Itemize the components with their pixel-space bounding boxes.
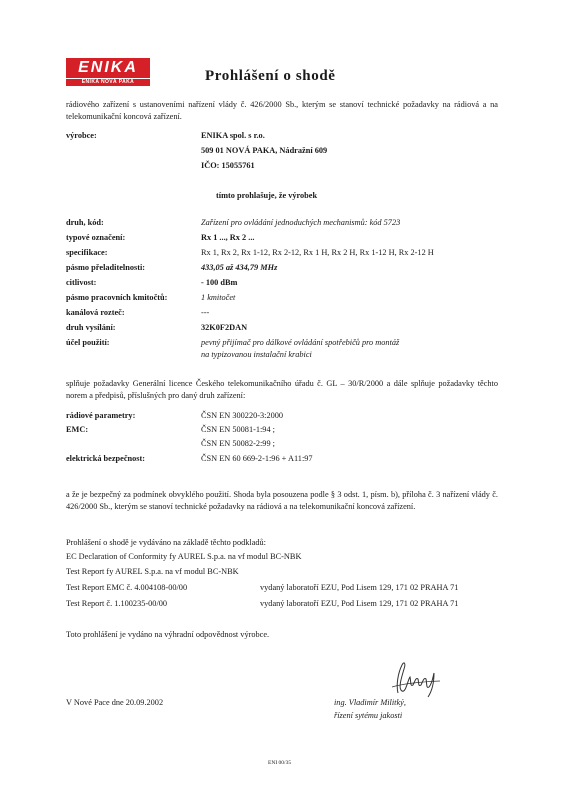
spec-label: citlivost:: [66, 278, 97, 287]
basis-item: Test Report EMC č. 4.004108-00/00: [66, 583, 188, 592]
signer-name: ing. Vladimír Militký,: [334, 698, 406, 707]
manufacturer-label: výrobce:: [66, 131, 97, 140]
basis-item-issuer: vydaný laboratoří EZU, Pod Lisem 129, 171 02 PRAHA 71: [260, 599, 459, 608]
spec-value: 32K0F2DAN: [201, 323, 248, 332]
standard-value: ČSN EN 300220-3:2000: [201, 411, 284, 420]
standard-value: ČSN EN 60 669-2-1:96 + A11:97: [201, 454, 313, 463]
spec-value: Rx 1 ..., Rx 2 ...: [201, 233, 255, 242]
standard-label: rádiové parametry:: [66, 411, 136, 420]
signer-role: řízení sytému jakosti: [334, 711, 403, 720]
licence-paragraph: splňuje požadavky Generální licence Českého telekomunikačního úřadu č. GL – 30/R/2000 a dále splňuje požadavky těchto norem a předpisů, příslušných pro daný druh zařízení:: [66, 379, 498, 400]
basis-item: EC Declaration of Conformity fy AUREL S.p.a. na vf modul BC-NBK: [66, 552, 302, 561]
spec-value: ---: [201, 308, 210, 317]
manufacturer-address: 509 01 NOVÁ PAKA, Nádražní 609: [201, 146, 328, 155]
basis-item-issuer: vydaný laboratoří EZU, Pod Lisem 129, 171 02 PRAHA 71: [260, 583, 459, 592]
manufacturer-name: ENIKA spol. s r.o.: [201, 131, 265, 140]
spec-value: pevný přijímač pro dálkové ovládání spotřebičů pro montáž: [201, 338, 400, 347]
document-title: Prohlášení o shodě: [205, 68, 336, 84]
signature-scribble: [388, 657, 444, 699]
basis-item: Test Report č. 1.100235-00/00: [66, 599, 168, 608]
manufacturer-ico: IČO: 15055761: [201, 161, 255, 170]
standard-label: elektrická bezpečnost:: [66, 454, 146, 463]
spec-label: druh vysílání:: [66, 323, 116, 332]
enika-logo: [66, 58, 150, 86]
spec-label: specifikace:: [66, 248, 108, 257]
safety-paragraph: a že je bezpečný za podmínek obvyklého použití. Shoda byla posouzena podle § 3 odst. 1, písm. b), příloha č. 3 nařízení vlády č. 426/2000 Sb., kterým se stanoví technické požadavky na rádiová a na telekomunikační koncová zařízení.: [66, 490, 498, 511]
spec-value: Zařízení pro ovládání jednoduchých mechanismů: kód 5723: [201, 218, 401, 227]
intro-paragraph: rádiového zařízení s ustanoveními nařízení vlády č. 426/2000 Sb., kterým se stanoví technické požadavky na rádiová a na telekomunikační koncová zařízení.: [66, 100, 498, 121]
spec-value: - 100 dBm: [201, 278, 238, 287]
spec-label: pásmo přeladitelnosti:: [66, 263, 146, 272]
standard-value: ČSN EN 50081-1:94 ;: [201, 425, 275, 434]
spec-value: 433,05 až 434,79 MHz: [201, 263, 278, 272]
logo-wordmark: ENIKA: [78, 59, 138, 76]
spec-value-continued: na typizovanou instalační krabici: [201, 350, 312, 359]
declaration-line: tímto prohlašuje, že výrobek: [216, 191, 318, 200]
spec-value: 1 kmitočet: [201, 293, 236, 302]
responsibility-statement: Toto prohlášení je vydáno na výhradní odpovědnost výrobce.: [66, 630, 270, 639]
standard-label: EMC:: [66, 425, 89, 434]
spec-label: typové označení:: [66, 233, 126, 242]
basis-heading: Prohlášení o shodě je vydáváno na základě těchto podkladů:: [66, 538, 266, 547]
basis-item: Test Report fy AUREL S.p.a. na vf modul BC-NBK: [66, 567, 239, 576]
logo-subtitle: ENIKA NOVÁ PAKA: [81, 79, 135, 85]
spec-label: účel použití:: [66, 338, 110, 347]
spec-label: pásmo pracovních kmitočtů:: [66, 293, 168, 302]
spec-value: Rx 1, Rx 2, Rx 1-12, Rx 2-12, Rx 1 H, Rx 2 H, Rx 1-12 H, Rx 2-12 H: [201, 248, 434, 257]
place-date: V Nové Pace dne 20.09.2002: [66, 698, 164, 707]
spec-label: kanálová rozteč:: [66, 308, 125, 317]
standard-value: ČSN EN 50082-2:99 ;: [201, 439, 275, 448]
spec-label: druh, kód:: [66, 218, 104, 227]
footer-code: ENI 00/35: [268, 760, 292, 766]
